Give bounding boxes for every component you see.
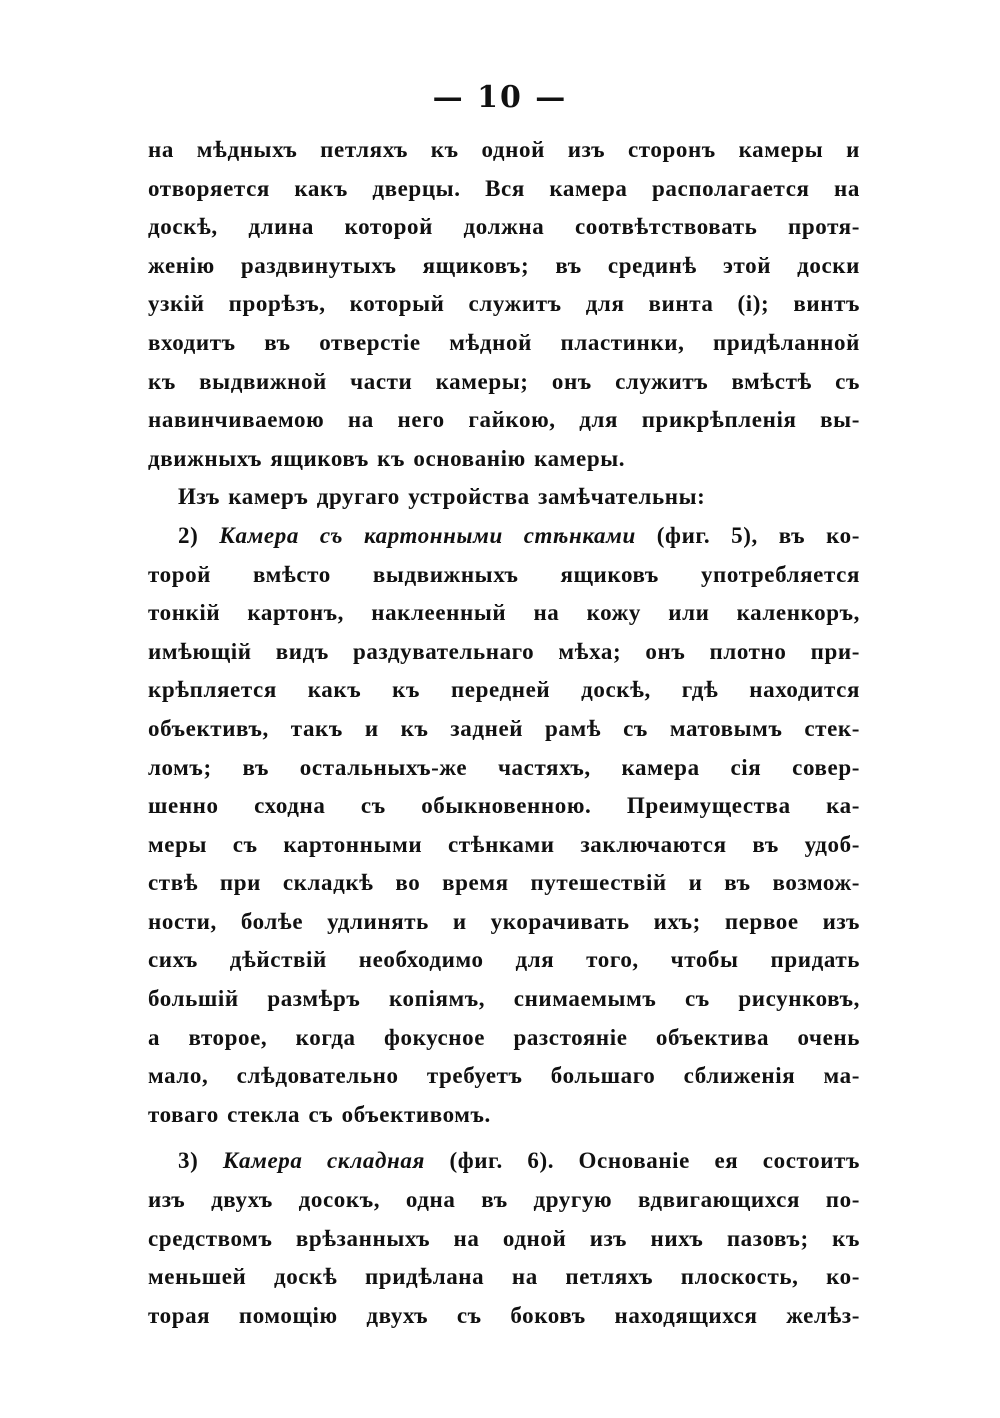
paragraph-other-cameras-intro <box>148 478 860 517</box>
text-line: мало, слѣдовательно требуетъ большаго сближенія ма- <box>148 1063 860 1089</box>
text-line: торой вмѣсто выдвижныхъ ящиковъ употребляется <box>148 561 860 587</box>
page-number: — 10 — <box>432 80 568 115</box>
text-line: средствомъ врѣзанныхъ на одной изъ нихъ пазовъ; къ <box>148 1225 860 1251</box>
text-line: къ выдвижной части камеры; онъ служитъ вмѣстѣ съ <box>148 368 860 394</box>
text-line: меры съ картонными стѣнками заключаются въ удоб- <box>148 831 860 857</box>
text-line: ствѣ при складкѣ во время путешествій и въ возмож- <box>148 870 860 896</box>
text-line: объективъ, такъ и къ задней рамѣ съ матовымъ стек- <box>148 715 860 741</box>
item-number: 2) <box>178 522 199 548</box>
item-lead-text: (фиг. 6). Основаніе ея состоитъ <box>449 1148 860 1174</box>
paragraph-cardboard-camera <box>148 517 860 1135</box>
text-line: входитъ въ отверстіе мѣдной пластинки, придѣланной <box>148 329 860 355</box>
text-line: большій размѣръ копіямъ, снимаемымъ съ рисунковъ, <box>148 986 860 1012</box>
text-line: имѣющій видъ раздувательнаго мѣха; онъ плотно при- <box>148 638 860 664</box>
text-line: Изъ камеръ другаго устройства замѣчательны: <box>178 484 706 510</box>
text-line: торая помощію двухъ съ боковъ находящихся желѣз- <box>148 1302 860 1328</box>
text-line: узкій прорѣзъ, который служитъ для винта (i); винтъ <box>148 291 860 317</box>
paragraph-gap <box>148 1134 860 1142</box>
text-line: на мѣдныхъ петляхъ къ одной изъ сторонъ камеры и <box>148 137 860 162</box>
text-line: а второе, когда фокусное разстояніе объектива очень <box>148 1024 860 1050</box>
text-line: шенно сходна съ обыкновенною. Преимущества ка- <box>148 793 860 819</box>
text-line: навинчиваемою на него гайкою, для прикрѣпленія вы- <box>148 407 860 433</box>
text-line: тонкій картонъ, наклеенный на кожу или каленкоръ, <box>148 600 860 626</box>
item-lead-text: (фиг. 5), въ ко- <box>656 522 860 548</box>
text-line: изъ двухъ досокъ, одна въ другую вдвигающихся по- <box>148 1187 860 1213</box>
text-line: меньшей доскѣ придѣлана на петляхъ плоскость, ко- <box>148 1264 860 1290</box>
text-line: ности, болѣе удлинять и укорачивать ихъ; первое изъ <box>148 908 860 934</box>
item-number: 3) <box>178 1148 199 1174</box>
body-text <box>148 131 860 1335</box>
text-line: сихъ дѣйствій необходимо для того, чтобы придать <box>148 947 860 973</box>
text-line: ломъ; въ остальныхъ-же частяхъ, камера сія совер- <box>148 754 860 780</box>
paragraph-folding-camera <box>148 1142 860 1335</box>
text-line: отворяется какъ дверцы. Вся камера располагается на <box>148 175 860 201</box>
text-line: крѣпляется какъ къ передней доскѣ, гдѣ находится <box>148 677 860 703</box>
item-title: Камера складная <box>222 1148 425 1174</box>
text-line: доскѣ, длина которой должна соотвѣтствовать протя- <box>148 214 860 240</box>
text-line: товаго стекла съ объективомъ. <box>148 1101 491 1127</box>
text-line: женію раздвинутыхъ ящиковъ; въ срединѣ этой доски <box>148 252 860 278</box>
paragraph-camera-base <box>148 131 860 478</box>
text-line-lead <box>148 1142 860 1181</box>
text-line: движныхъ ящиковъ къ основанію камеры. <box>148 445 626 471</box>
text-line-lead <box>148 517 860 556</box>
item-title: Камера съ картонными стѣнками <box>219 522 636 548</box>
